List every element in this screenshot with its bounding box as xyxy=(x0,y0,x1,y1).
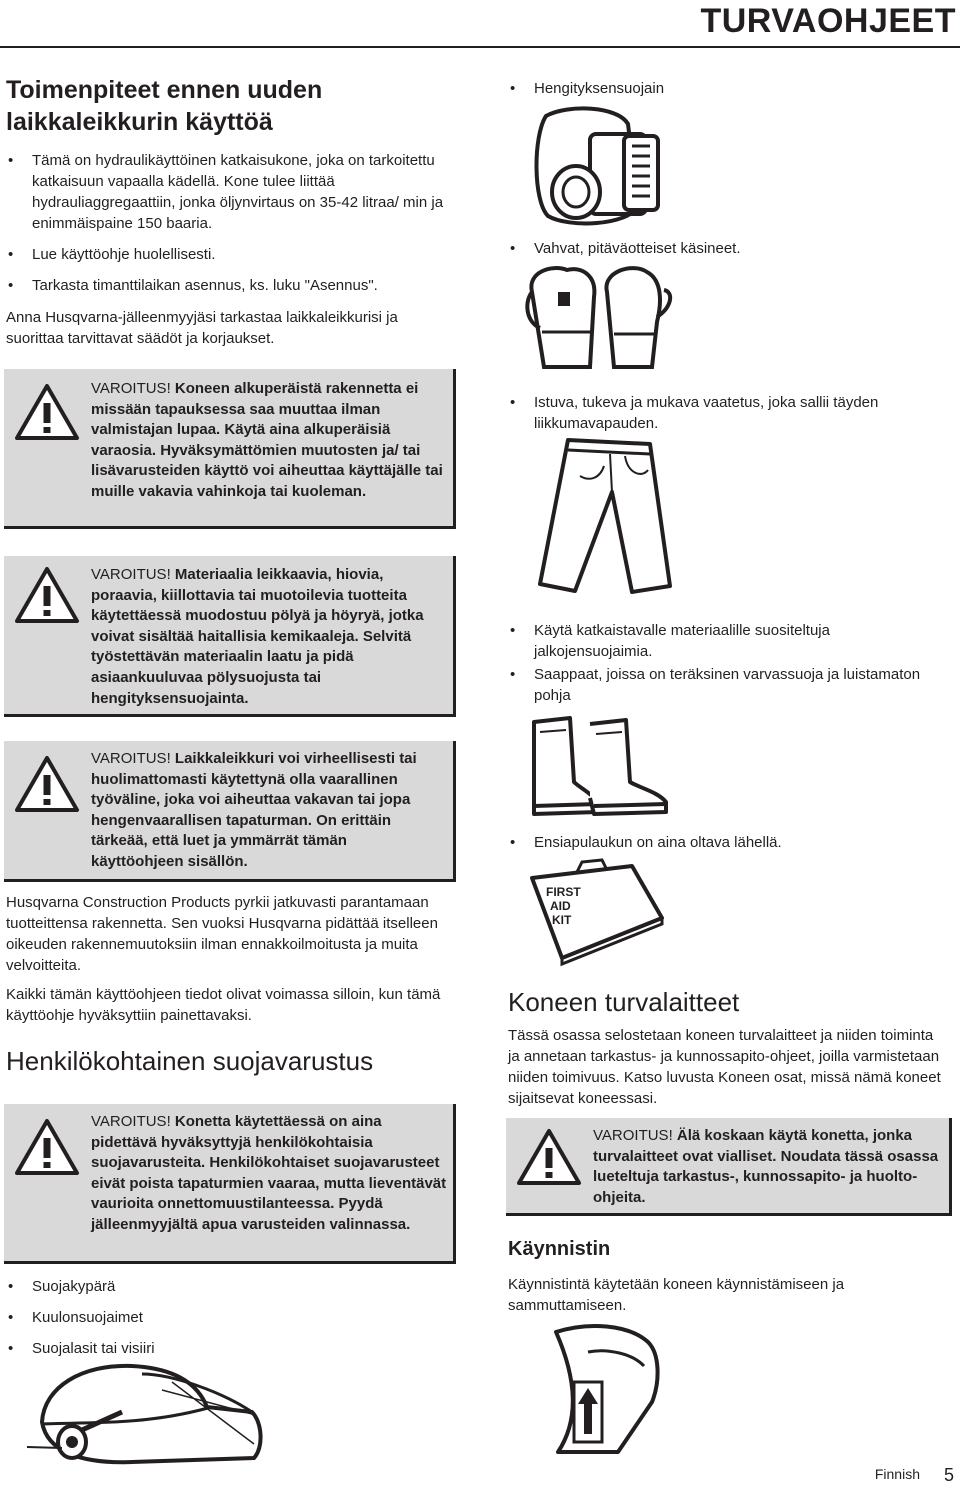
warning-body: Koneen alkuperäistä rakennetta ei missään tapauksessa saa muuttaa ilman valmistajan lupaa. Käytä aina alkuperäisiä varaosia. Hyväksymättömien muutosten ja/ tai lisävarusteiden käyttö voi aiheuttaa käyttäjälle tai muille vakavia vahinkoja tai kuoleman. xyxy=(91,380,443,500)
list-item: • Suojalasit tai visiiri xyxy=(6,1338,306,1359)
warning-body: Konetta käytettäessä on aina pidettävä hyväksyttyjä henkilökohtaisia suojavarusteita. Henkilökohtaiset suojavarusteet eivät poista tapaturmien vaaraa, mutta lieventävät vaurioita onnettomuustilanteessa. Pyydä jälleenmyyjältä apua varusteiden valinnassa. xyxy=(91,1113,447,1233)
ppe-list xyxy=(6,1276,306,1359)
header-divider xyxy=(0,46,960,48)
warning-box-4 xyxy=(4,1104,456,1264)
warning-text-5 xyxy=(593,1126,945,1208)
improvement-paragraph: Husqvarna Construction Products pyrkii jatkuvasti parantamaan tuotteittensa rakennetta. Sen vuoksi Husqvarna pidättää itselleen oikeuden rakennemuutoksiin ilman ennakkoilmoitusta ja muita velvoitteita. xyxy=(6,894,438,974)
dealer-check-paragraph: Anna Husqvarna-jälleenmyyjäsi tarkastaa laikkaleikkurisi ja suorittaa tarvittavat säädöt ja korjaukset. xyxy=(6,309,398,347)
warning-label: VAROITUS! xyxy=(91,380,171,397)
page-number: 5 xyxy=(943,1465,954,1485)
kit-label-line-2: AID xyxy=(550,899,571,913)
right-list-4 xyxy=(508,620,928,706)
right-list-5 xyxy=(508,832,928,853)
warning-text-4 xyxy=(91,1112,451,1236)
trousers-icon xyxy=(520,436,680,596)
warning-text-1 xyxy=(91,379,446,503)
warning-box-2 xyxy=(4,556,456,717)
warning-triangle-icon xyxy=(14,1118,80,1176)
warning-label: VAROITUS! xyxy=(593,1127,673,1144)
kit-label-line-1: FIRST xyxy=(546,885,581,899)
section-title-starter: Käynnistin xyxy=(508,1238,611,1260)
before-use-list xyxy=(6,150,446,296)
warning-box-5 xyxy=(506,1118,952,1216)
list-item: • Suojakypärä xyxy=(6,1276,306,1297)
list-item: • Hengityksensuojain xyxy=(508,78,928,99)
warning-triangle-icon xyxy=(14,566,80,624)
kit-label-line-3: KIT xyxy=(552,913,572,927)
warning-text-3 xyxy=(91,749,441,873)
warning-triangle-icon xyxy=(516,1128,582,1186)
warning-box-1 xyxy=(4,369,456,529)
section-title-personal-protection: Henkilökohtainen suojavarustus xyxy=(6,1046,374,1076)
list-item: • Saappaat, joissa on teräksinen varvassuoja ja luistamaton pohja xyxy=(508,664,928,706)
warning-triangle-icon xyxy=(14,383,80,441)
list-item: • Käytä katkaistavalle materiaalille suositeltuja jalkojensuojaimia. xyxy=(508,620,928,662)
warning-body: Materiaalia leikkaavia, hiovia, poraavia, kiillottavia tai muotoilevia tuotteita käytettäessä muodostuu pölyä ja höyryä, jotka voivat sisältää haitallisia kemikaaleja. Selvitä työstettävän materiaalin laatu ja pidä asiaankuuluvaa pölysuojusta tai hengityksensuojainta. xyxy=(91,566,424,707)
list-item: • Kuulonsuojaimet xyxy=(6,1307,306,1328)
helmet-visor-earmuffs-icon xyxy=(22,1352,272,1472)
list-item: • Vahvat, pitäväotteiset käsineet. xyxy=(508,238,928,259)
section-title-safety-devices: Koneen turvalaitteet xyxy=(508,987,740,1017)
warning-triangle-icon xyxy=(14,755,80,813)
warning-body: Laikkaleikkuri voi virheellisesti tai huolimattomasti käytettynä olla vaarallinen työväline, joka voi aiheuttaa vakavan tai jopa hengenvaarallisen tapaturman. On erittäin tärkeää, että luet ja ymmärrät tämän käyttöohjeen sisällön. xyxy=(91,750,417,870)
warning-box-3 xyxy=(4,741,456,882)
page-header-title: TURVAOHJEET xyxy=(700,2,956,40)
right-list-2 xyxy=(508,238,928,259)
starter-handle-icon xyxy=(548,1322,668,1457)
list-item: • Lue käyttöohje huolellisesti. xyxy=(6,244,446,265)
first-aid-kit-icon xyxy=(522,858,672,968)
footer-language: Finnish xyxy=(874,1466,920,1482)
right-list-3 xyxy=(508,392,928,434)
starter-paragraph: Käynnistintä käytetään koneen käynnistämiseen ja sammuttamiseen. xyxy=(508,1276,845,1314)
section-title-before-use: Toimenpiteet ennen uuden laikkaleikkurin käyttöä xyxy=(6,76,323,136)
right-list-1 xyxy=(508,78,928,99)
warning-label: VAROITUS! xyxy=(91,750,171,767)
warning-label: VAROITUS! xyxy=(91,566,171,583)
list-item: • Tämä on hydraulikäyttöinen katkaisukone, joka on tarkoitettu katkaisuun vapaalla kädellä. Kone tulee liittää hydrauliaggregaattiin, jonka öljynvirtaus on 35-42 litraa/ min ja enimmäispaine 150 baaria. xyxy=(6,150,446,234)
safety-devices-paragraph: Tässä osassa selostetaan koneen turvalaitteet ja niiden toiminta ja annetaan tarkastus- ja kunnossapito-ohjeet, joilla varmistetaan niiden toimivuus. Katso luvusta Koneen osat, missä nämä koneet sijaitsevat koneessasi. xyxy=(508,1027,941,1107)
list-item: • Ensiapulaukun on aina oltava lähellä. xyxy=(508,832,928,853)
warning-label: VAROITUS! xyxy=(91,1113,171,1130)
warning-text-2 xyxy=(91,565,451,709)
list-item: • Tarkasta timanttilaikan asennus, ks. luku "Asennus". xyxy=(6,275,446,296)
list-item: • Istuva, tukeva ja mukava vaatetus, joka sallii täyden liikkumavapauden. xyxy=(508,392,928,434)
warning-body: Älä koskaan käytä konetta, jonka turvalaitteet ovat vialliset. Noudata tässä osassa lueteltuja tarkastus-, kunnossapito- ja huolto-ohjeita. xyxy=(593,1127,939,1206)
gloves-icon xyxy=(522,262,682,372)
respirator-icon xyxy=(528,106,668,231)
boots-icon xyxy=(520,712,680,822)
validity-paragraph: Kaikki tämän käyttöohjeen tiedot olivat voimassa silloin, kun tämä käyttöohje hyväksyttiin painettavaksi. xyxy=(6,986,441,1024)
